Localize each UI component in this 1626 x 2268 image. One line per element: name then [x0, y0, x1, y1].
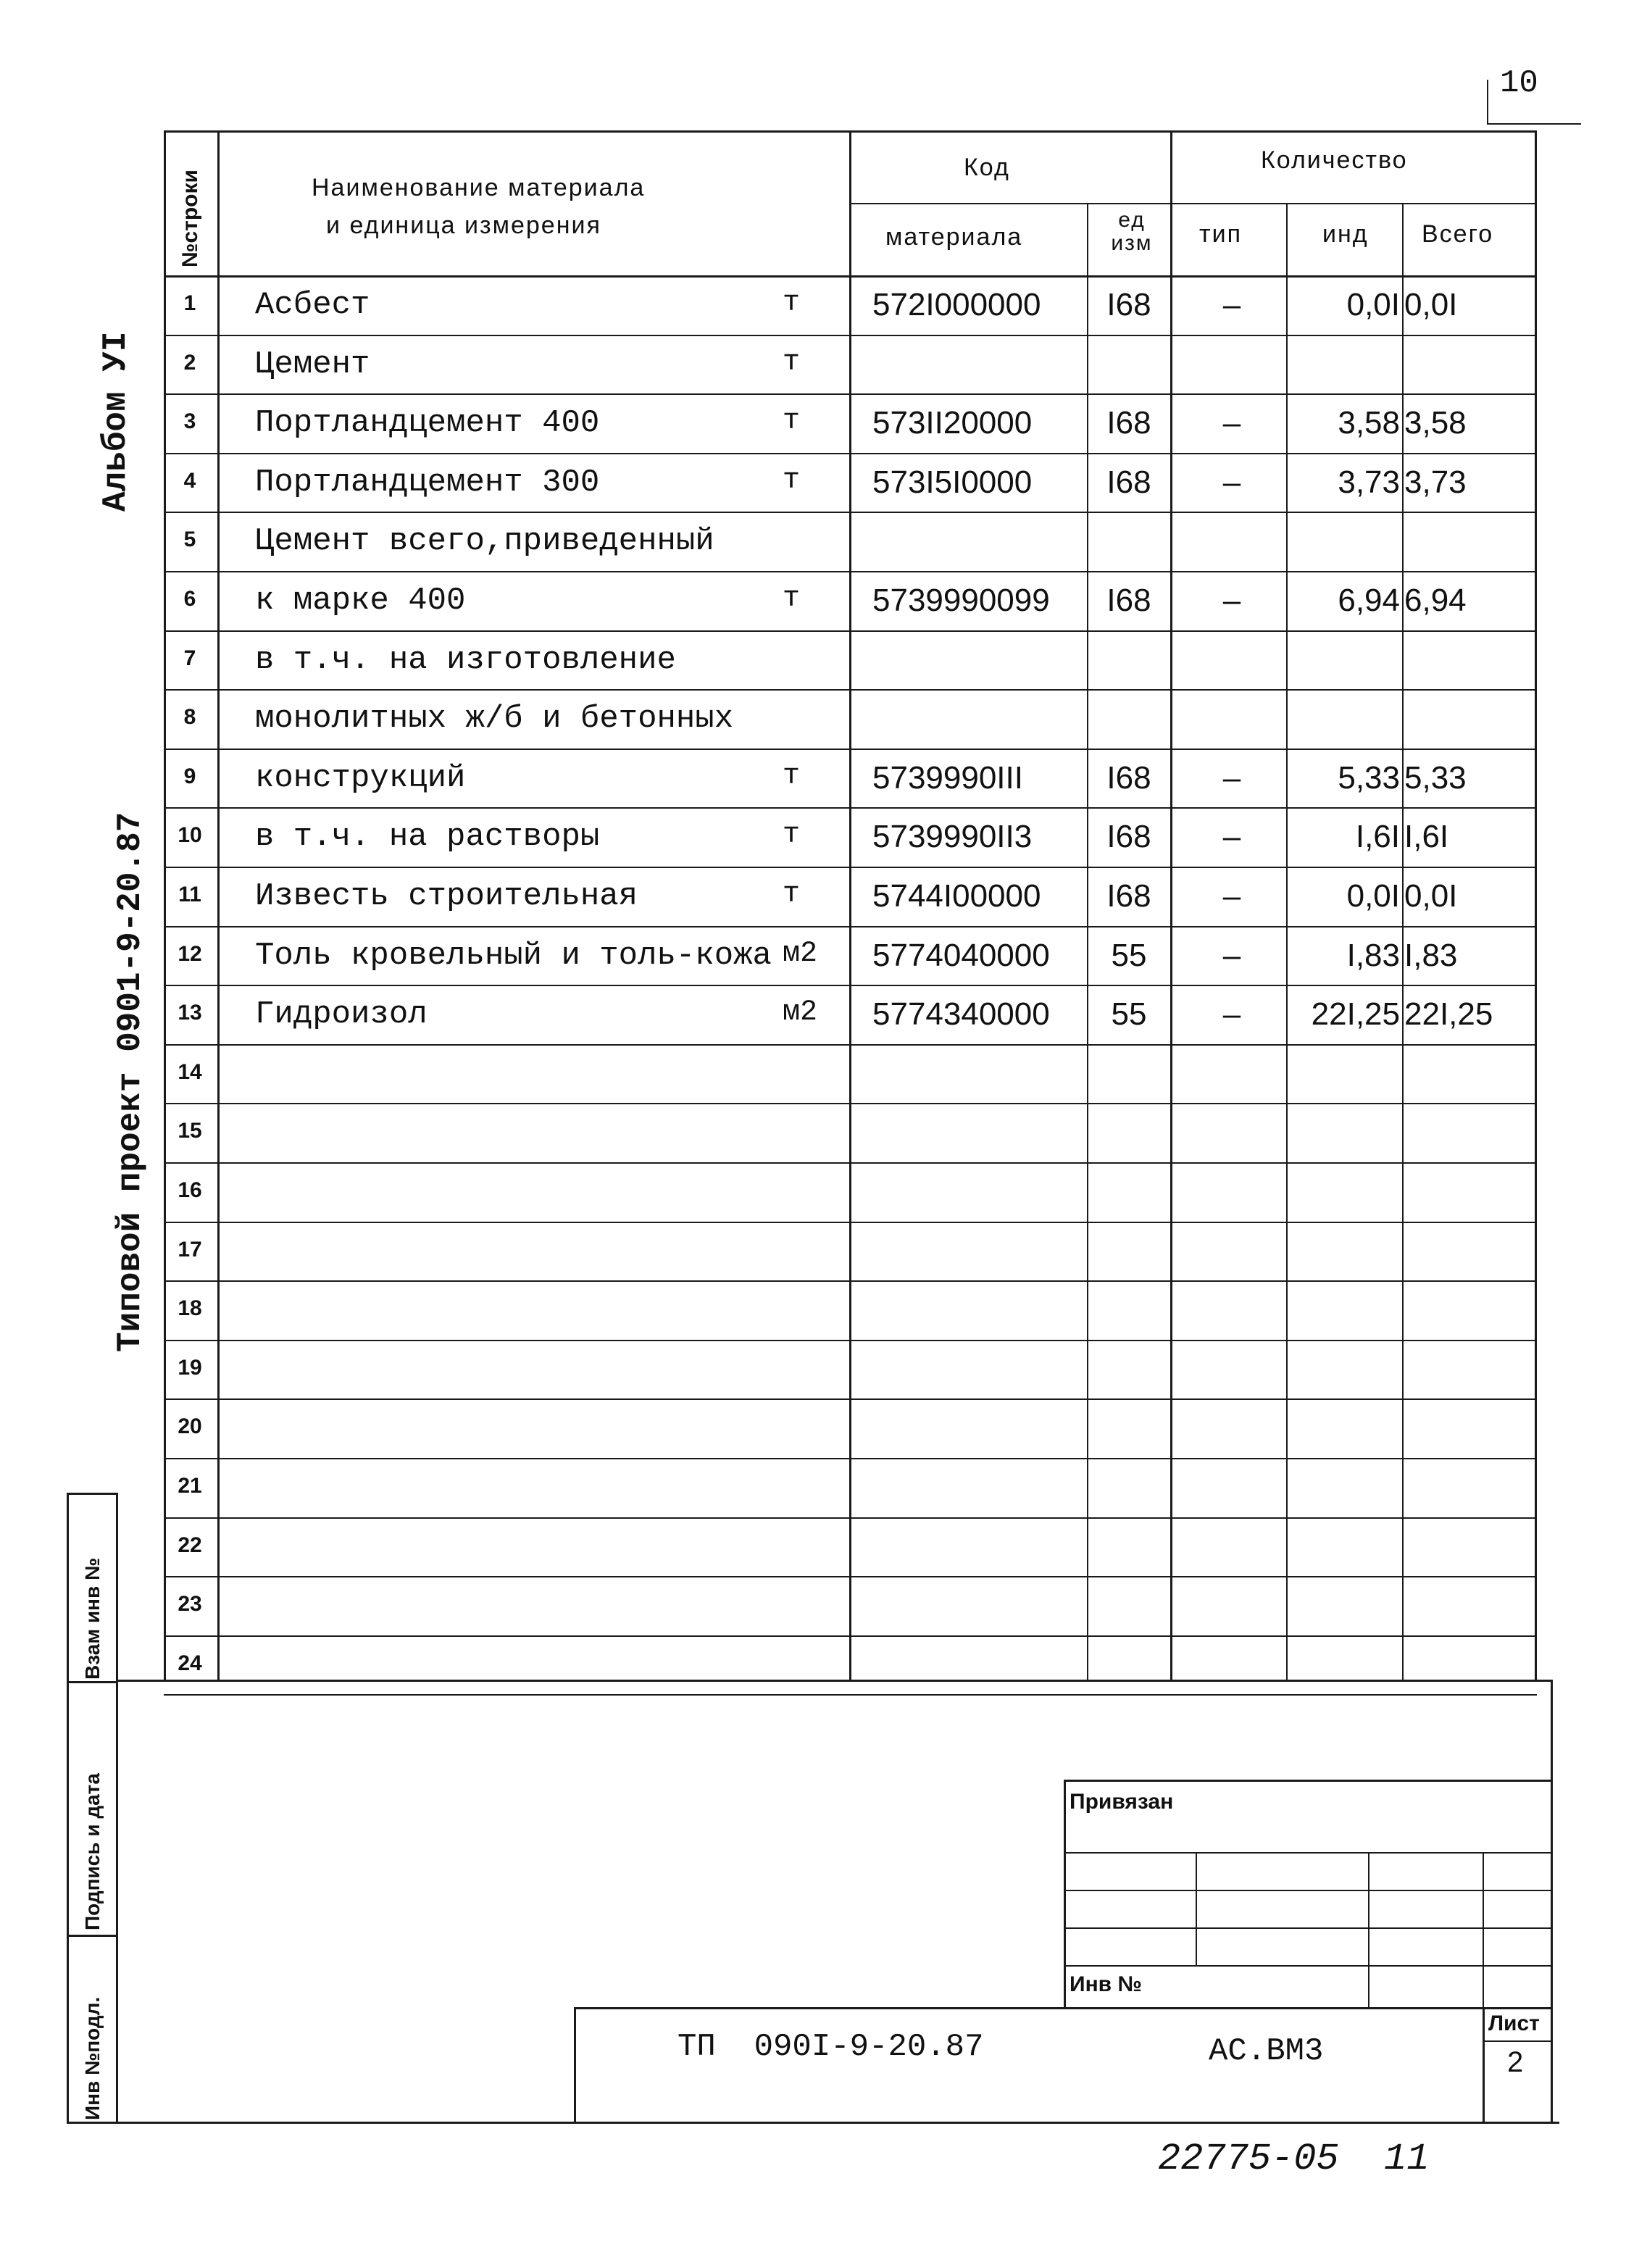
- header-row-no: №строки: [178, 170, 202, 267]
- row-number: 13: [178, 1001, 202, 1025]
- qty-ind: 0,0I: [1346, 287, 1400, 322]
- material-code: 5739990099: [872, 583, 1050, 618]
- header-name-line1: Наименование материала: [312, 174, 646, 201]
- row-number: 14: [178, 1060, 202, 1084]
- qty-total: 0,0I: [1404, 287, 1458, 322]
- material-name: Цемент: [255, 346, 370, 383]
- qty-ind: I,6I: [1355, 819, 1400, 854]
- material-name: Портландцемент 400: [255, 405, 600, 441]
- qty-total: I,6I: [1404, 819, 1449, 854]
- material-name: Известь строительная: [255, 878, 638, 914]
- header-qty-total: Всего: [1422, 220, 1494, 248]
- row-number: 19: [178, 1356, 202, 1380]
- qty-type: –: [1222, 819, 1241, 854]
- material-code: 5774040000: [872, 938, 1050, 973]
- row-number: 12: [178, 942, 202, 966]
- unit-code: I68: [1106, 405, 1151, 441]
- row-number: 5: [183, 528, 196, 551]
- row-number: 9: [183, 764, 196, 788]
- qty-type: –: [1222, 405, 1241, 441]
- header-code-unit: ед изм: [1111, 208, 1153, 255]
- material-name: Асбест: [255, 287, 370, 323]
- material-name: в т.ч. на изготовление: [255, 642, 676, 678]
- row-number: 8: [183, 705, 196, 729]
- material-unit: т: [783, 583, 801, 615]
- material-code: 573II20000: [872, 405, 1033, 441]
- material-name: монолитных ж/б и бетонных: [255, 701, 734, 737]
- material-unit: т: [783, 464, 801, 497]
- row-number: 21: [178, 1474, 202, 1498]
- unit-code: I68: [1106, 878, 1151, 914]
- qty-total: 6,94: [1404, 583, 1467, 618]
- unit-code: I68: [1106, 464, 1151, 500]
- qty-type: –: [1222, 583, 1241, 618]
- material-name: Гидроизол: [255, 996, 428, 1033]
- header-qty-type: тип: [1199, 220, 1242, 248]
- material-unit: т: [783, 346, 801, 379]
- qty-ind: 3,58: [1338, 405, 1400, 441]
- qty-ind: 5,33: [1338, 760, 1400, 796]
- unit-code: 55: [1111, 996, 1147, 1032]
- qty-total: 22I,25: [1404, 996, 1493, 1032]
- row-number: 6: [183, 587, 196, 611]
- header-code-material: материала: [885, 223, 1023, 251]
- header-code: Код: [964, 154, 1010, 181]
- row-number: 24: [178, 1651, 202, 1675]
- unit-code: 55: [1111, 938, 1147, 973]
- row-number: 17: [178, 1238, 202, 1262]
- row-number: 18: [178, 1296, 202, 1320]
- qty-total: 3,73: [1404, 464, 1467, 500]
- qty-type: –: [1222, 464, 1241, 500]
- row-number: 2: [183, 351, 196, 375]
- material-name: Цемент всего,приведенный: [255, 523, 714, 559]
- material-code: 5739990III: [872, 760, 1023, 796]
- row-number: 16: [178, 1178, 202, 1202]
- material-unit: т: [783, 819, 801, 851]
- qty-ind: 22I,25: [1311, 996, 1400, 1032]
- stamp-inv-podl: Инв №подл.: [81, 1996, 104, 2120]
- page-number: 10: [1500, 65, 1538, 101]
- qty-type: –: [1222, 878, 1241, 914]
- row-number: 22: [178, 1533, 202, 1557]
- unit-code: I68: [1106, 583, 1151, 618]
- row-number: 10: [178, 823, 202, 847]
- material-code: 5744I00000: [872, 878, 1041, 914]
- stamp-vzam: Взам инв №: [81, 1557, 104, 1680]
- unit-code: I68: [1106, 287, 1151, 322]
- qty-type: –: [1222, 938, 1241, 973]
- material-name: конструкций: [255, 760, 466, 796]
- material-name: к марке 400: [255, 583, 466, 619]
- qty-total: I,83: [1404, 938, 1458, 973]
- doc-mark: АС.ВМ3: [1209, 2033, 1324, 2069]
- material-name: в т.ч. на растворы: [255, 819, 600, 855]
- material-unit: т: [783, 287, 801, 320]
- material-code: 572I000000: [872, 287, 1041, 322]
- stamp-podpis: Подпись и дата: [81, 1773, 104, 1930]
- unit-code: I68: [1106, 819, 1151, 854]
- material-unit: т: [783, 405, 801, 438]
- qty-type: –: [1222, 760, 1241, 796]
- row-number: 1: [183, 291, 196, 315]
- row-number: 4: [183, 469, 196, 493]
- qty-total: 5,33: [1404, 760, 1467, 796]
- footer-number: 22775-05 11: [1158, 2138, 1430, 2180]
- material-unit: м2: [783, 996, 818, 1029]
- material-code: 5739990II3: [872, 819, 1033, 854]
- doc-code: ТП 090I-9-20.87: [678, 2029, 984, 2065]
- material-name: Портландцемент 300: [255, 464, 600, 501]
- qty-type: –: [1222, 996, 1241, 1032]
- unit-code: I68: [1106, 760, 1151, 796]
- material-name: Толь кровельный и толь-кожа: [255, 938, 772, 974]
- qty-type: –: [1222, 287, 1241, 322]
- material-unit: м2: [783, 938, 818, 970]
- qty-total: 3,58: [1404, 405, 1467, 441]
- sheet-label: Лист: [1488, 2011, 1540, 2035]
- sheet-number: 2: [1507, 2046, 1524, 2078]
- qty-ind: I,83: [1346, 938, 1400, 973]
- row-number: 15: [178, 1119, 202, 1143]
- album-label: Альбом УI: [97, 331, 135, 512]
- qty-ind: 0,0I: [1346, 878, 1400, 914]
- material-code: 5774340000: [872, 996, 1050, 1032]
- header-name-line2: и единица измерения: [326, 212, 601, 239]
- inv-no-label: Инв №: [1070, 1972, 1142, 1996]
- row-number: 11: [178, 883, 201, 906]
- row-number: 20: [178, 1414, 202, 1438]
- material-unit: т: [783, 878, 801, 911]
- header-quantity: Количество: [1261, 146, 1408, 174]
- material-unit: т: [783, 760, 801, 793]
- row-number: 7: [183, 646, 196, 670]
- qty-total: 0,0I: [1404, 878, 1458, 914]
- project-label: Типовой проект 0901-9-20.87: [112, 812, 149, 1352]
- qty-ind: 3,73: [1338, 464, 1400, 500]
- row-number: 3: [183, 409, 196, 433]
- privyazan-label: Привязан: [1070, 1790, 1174, 1814]
- header-qty-ind: инд: [1322, 220, 1369, 248]
- material-code: 573I5I0000: [872, 464, 1033, 500]
- row-number: 23: [178, 1592, 202, 1616]
- qty-ind: 6,94: [1338, 583, 1400, 618]
